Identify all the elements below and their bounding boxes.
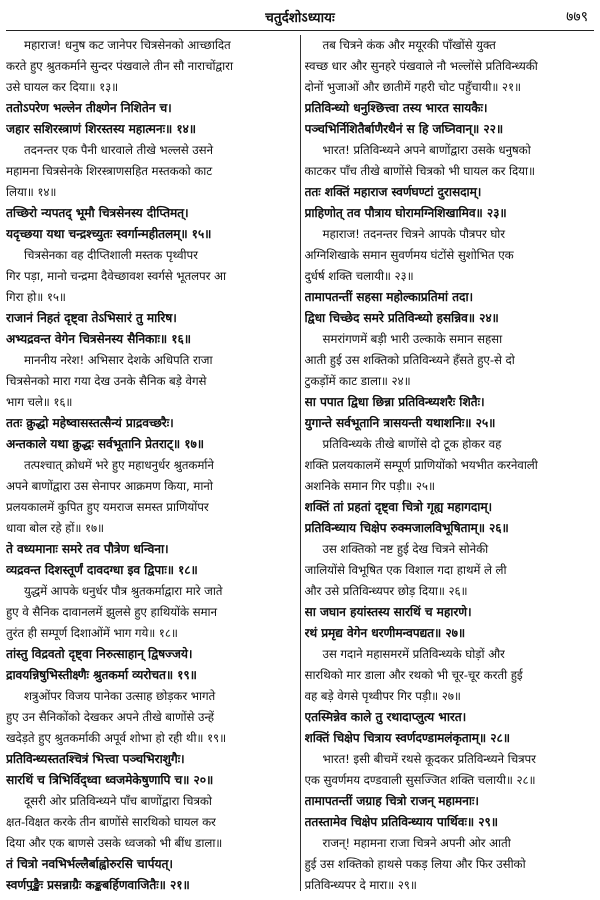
translation-line: शत्रुओंपर विजय पानेका उत्साह छोड़कर भागते [24,689,216,703]
translation-line: उस गदाने महासमरमें प्रतिविन्ध्यके घोड़ों और [322,647,505,661]
translation-line: उस शक्तिको नष्ट हुई देख चित्रने सोनेकी [322,542,489,556]
translation-line: उसे घायल कर दिया॥ १३॥ [6,80,119,94]
verse-line: अन्तकाले यथा क्रुद्धः सर्वभूतानि प्रेतराट्॥ १७॥ [6,437,204,451]
translation-line: माननीय नरेश! अभिसार देशके अधिपति राजा [24,353,213,367]
translation-line: चित्रसेनको मारा गया देख उनके सैनिक बड़े वेगसे [6,374,207,388]
verse-line: अभ्यद्रवन्त वेगेन चित्रसेनस्य सैनिकाः॥ १६॥ [6,332,191,346]
verse-line: ततस्तामेव चिक्षेप प्रतिविन्ध्याय पार्थिवः॥ २९॥ [304,815,498,829]
verse-line: शक्तिं तां प्रहतां दृष्ट्वा चित्रो गृह्य महागदाम्। [304,500,493,514]
translation-line: धावा बोल रहे हों॥ १७॥ [6,521,105,535]
verse-line: सा जघान हयांस्तस्य सारथिं च महारणे। [304,605,472,619]
verse-line: रथं प्रमृद्य वेगेन धरणीमन्वपद्यत॥ २७॥ [304,626,466,640]
verse-line: तांस्तु विद्रवतो दृष्ट्वा निरुत्साहान् द्विषज्जये। [6,647,193,661]
verse-line: युगान्ते सर्वभूतानि त्रासयन्ती यथाशनिः॥ २५॥ [304,416,496,430]
verse-line: शक्तिं चिक्षेप चित्राय स्वर्णदण्डामलंकृताम्॥ २८॥ [304,731,510,745]
translation-line: प्रलयकालमें कुपित हुए यमराज समस्त प्राणियोंपर [6,500,209,514]
page-number: ७७९ [566,9,588,25]
verse-line: प्रतिविन्ध्यस्ततश्चित्रं भित्त्वा पञ्चभिराशुगैः। [6,752,185,766]
translation-line: दूसरी ओर प्रतिविन्ध्यने पाँच बाणोंद्वारा चित्रको [24,794,212,808]
verse-line: ते वध्यमानाः समरे तव पौत्रेण धन्विना। [6,542,169,556]
translation-line: तब चित्रने कंक और मयूरकी पाँखोंसे युक्त [322,38,496,52]
verse-line: प्राहिणोत् तव पौत्राय घोरामग्निशिखामिव॥ २३॥ [304,206,507,220]
verse-line: जहार सशिरस्त्राणं शिरस्तस्य महात्मनः॥ १४॥ [6,122,196,136]
translation-line: टुकड़ोंमें काट डाला॥ २४॥ [304,374,411,388]
translation-line: हुए उन सैनिकोंको देखकर अपने तीखे बाणोंसे उन्हें [6,710,214,724]
verse-line: व्यद्रवन्त दिशस्तूर्णं दावदग्धा इव द्विपाः॥ १८॥ [6,563,198,577]
translation-line: राजन्! महामना राजा चित्रने अपनी ओर आती [322,836,511,850]
verse-line: सारथिं च त्रिभिर्विद्ध्वा ध्वजमेकेषुणापि च॥ २०॥ [6,773,214,787]
verse-line: स्वर्णपुङ्खैः प्रसन्नाग्रैः कङ्कबर्हिणवाजितैः॥ २१॥ [6,878,190,891]
translation-line: तदनन्तर एक पैनी धारवाले तीखे भल्लसे उसने [24,143,213,157]
text-columns [6,35,594,891]
translation-line: महाराज! तदनन्तर चित्रने आपके पौत्रपर घोर [322,227,505,241]
translation-line: और उसे प्रतिविन्ध्यपर छोड़ दिया॥ २६॥ [304,584,468,598]
translation-line: तुरंत ही सम्पूर्ण दिशाओंमें भाग गये॥ १८॥ [6,626,178,640]
translation-line: अग्निशिखाके समान सुवर्णमय घंटोंसे सुशोभित एक [304,248,514,262]
translation-line: चित्रसेनका वह दीप्तिशाली मस्तक पृथ्वीपर [24,248,198,262]
verse-line: द्विधा चिच्छेद समरे प्रतिविन्ध्यो हसन्निव॥ २४॥ [304,311,499,325]
translation-line: क्षत-विक्षत करके तीन बाणोंसे सारथिको घायल कर [6,815,216,829]
translation-line: जालियोंसे विभूषित एक विशाल गदा हाथमें ले ली [304,563,507,577]
page-header [6,0,594,31]
verse-line: पञ्चभिर्निशितैर्बाणैरथैनं स हि जघ्निवान्॥ २२॥ [304,122,504,136]
translation-line: भारत! इसी बीचमें रथसे कूदकर प्रतिविन्ध्यने चित्रपर [322,752,536,766]
translation-line: वह बड़े वेगसे पृथ्वीपर गिर पड़ी॥ २७॥ [304,689,461,703]
verse-line: ततः क्रुद्धो महेष्वासस्तत्सैन्यं प्राद्रवच्छरैः। [6,416,174,430]
translation-line: गिर पड़ा, मानो चन्द्रमा दैवेच्छावश स्वर्गसे भूतलपर आ [6,269,226,283]
right-column [305,35,595,891]
translation-line: दुर्धर्ष शक्ति चलायी॥ २३॥ [304,269,414,283]
translation-line: भारत! प्रतिविन्ध्यने अपने बाणोंद्वारा उसके धनुषको [322,143,531,157]
translation-line: एक सुवर्णमय दण्डवाली सुसज्जित शक्ति चलायी॥ २८॥ [304,773,536,787]
verse-line: प्रतिविन्ध्याय चिक्षेप रुक्मजालविभूषिताम्॥ २६॥ [304,521,509,535]
verse-line: तं चित्रो नवभिर्भल्लैर्बाह्वोरुरसि चार्पयत्। [6,857,173,871]
verse-line: यदृच्छया यथा चन्द्रश्च्युतः स्वर्गान्महीतलम्॥ १५॥ [6,227,212,241]
translation-line: महामना चित्रसेनके शिरस्त्राणसहित मस्तकको काट [6,164,213,178]
translation-line: प्रतिविन्ध्यके तीखे बाणोंसे दो टूक होकर वह [322,437,502,451]
verse-line: तामापतन्तीं जग्राह चित्रो राजन् महामनाः। [304,794,479,808]
verse-line: सा पपात द्विधा छिन्ना प्रतिविन्ध्यशरैः शितैः। [304,395,485,409]
translation-line: तत्पश्चात् क्रोधमें भरे हुए महाधनुर्धर श्रुतकर्माने [24,458,214,472]
translation-line: भाग चले॥ १६॥ [6,395,73,409]
verse-line: ततोऽपरेण भल्लेन तीक्ष्णेन निशितेन च। [6,101,172,115]
translation-line: काटकर पाँच तीखे बाणोंसे चित्रको भी घायल कर दिया॥ [304,164,535,178]
translation-line: महाराज! धनुष कट जानेपर चित्रसेनको आच्छादित [24,38,231,52]
left-column [6,35,296,891]
translation-line: आती हुई उस शक्तिको प्रतिविन्ध्यने हँसते हुए-से दो [304,353,515,367]
verse-line: ततः शक्तिं महाराज स्वर्णघण्टां दुरासदाम्। [304,185,482,199]
column-divider [300,35,301,891]
verse-line: एतस्मिन्नेव काले तु रथादाप्लुत्य भारत। [304,710,467,724]
verse-line: तामापतन्तीं सहसा महोल्काप्रतिमां तदा। [304,290,474,304]
translation-line: दिया और एक बाणसे उसके ध्वजको भी बींध डाला॥ [6,836,223,850]
translation-line: दोनों भुजाओं और छातीमें गहरी चोट पहुँचायी॥ २१॥ [304,80,521,94]
translation-line: अशनिके समान गिर पड़ी॥ २५॥ [304,479,435,493]
translation-line: खदेड़ते हुए श्रुतकर्माकी अपूर्व शोभा हो रही थी॥ १९॥ [6,731,227,745]
translation-line: हुई उस शक्तिको हाथसे पकड़ लिया और फिर उसीको [304,857,526,871]
translation-line: युद्धमें आपके धनुर्धर पौत्र श्रुतकर्माद्वारा मारे जाते [24,584,223,598]
translation-line: लिया॥ १४॥ [6,185,57,199]
translation-line: स्वच्छ धार और सुनहरे पंखवाले नौ भल्लोंसे प्रतिविन्ध्यकी [304,59,538,73]
translation-line: सारथिको मार डाला और रथको भी चूर-चूर करती हुई [304,668,523,682]
translation-line: गिरा हो॥ १५॥ [6,290,66,304]
translation-line: हुए वे सैनिक दावानलमें झुलसे हुए हाथियोंके समान [6,605,217,619]
translation-line: करते हुए श्रुतकर्माने सुन्दर पंखवाले तीन सौ नाराचोंद्वारा [6,59,233,73]
verse-line: प्रतिविन्ध्यो धनुश्छित्त्वा तस्य भारत सायकैः। [304,101,488,115]
chapter-title: चतुर्दशोऽध्यायः [265,10,335,26]
translation-line: अपने बाणोंद्वारा उस सेनापर आक्रमण किया, मानो [6,479,213,493]
translation-line: प्रतिविन्ध्यपर दे मारा॥ २९॥ [304,878,417,891]
translation-line: समरांगणमें बड़ी भारी उल्काके समान सहसा [322,332,503,346]
verse-line: राजानं निहतं दृष्ट्वा तेऽभिसारं तु मारिष। [6,311,177,325]
verse-line: तच्छिरो न्यपतद् भूमौ चित्रसेनस्य दीप्तिमत्। [6,206,189,220]
verse-line: द्रावयन्निषुभिस्तीक्ष्णैः श्रुतकर्मा व्यरोचत॥ १९॥ [6,668,197,682]
translation-line: शक्ति प्रलयकालमें सम्पूर्ण प्राणियोंको भयभीत करनेवाली [304,458,538,472]
